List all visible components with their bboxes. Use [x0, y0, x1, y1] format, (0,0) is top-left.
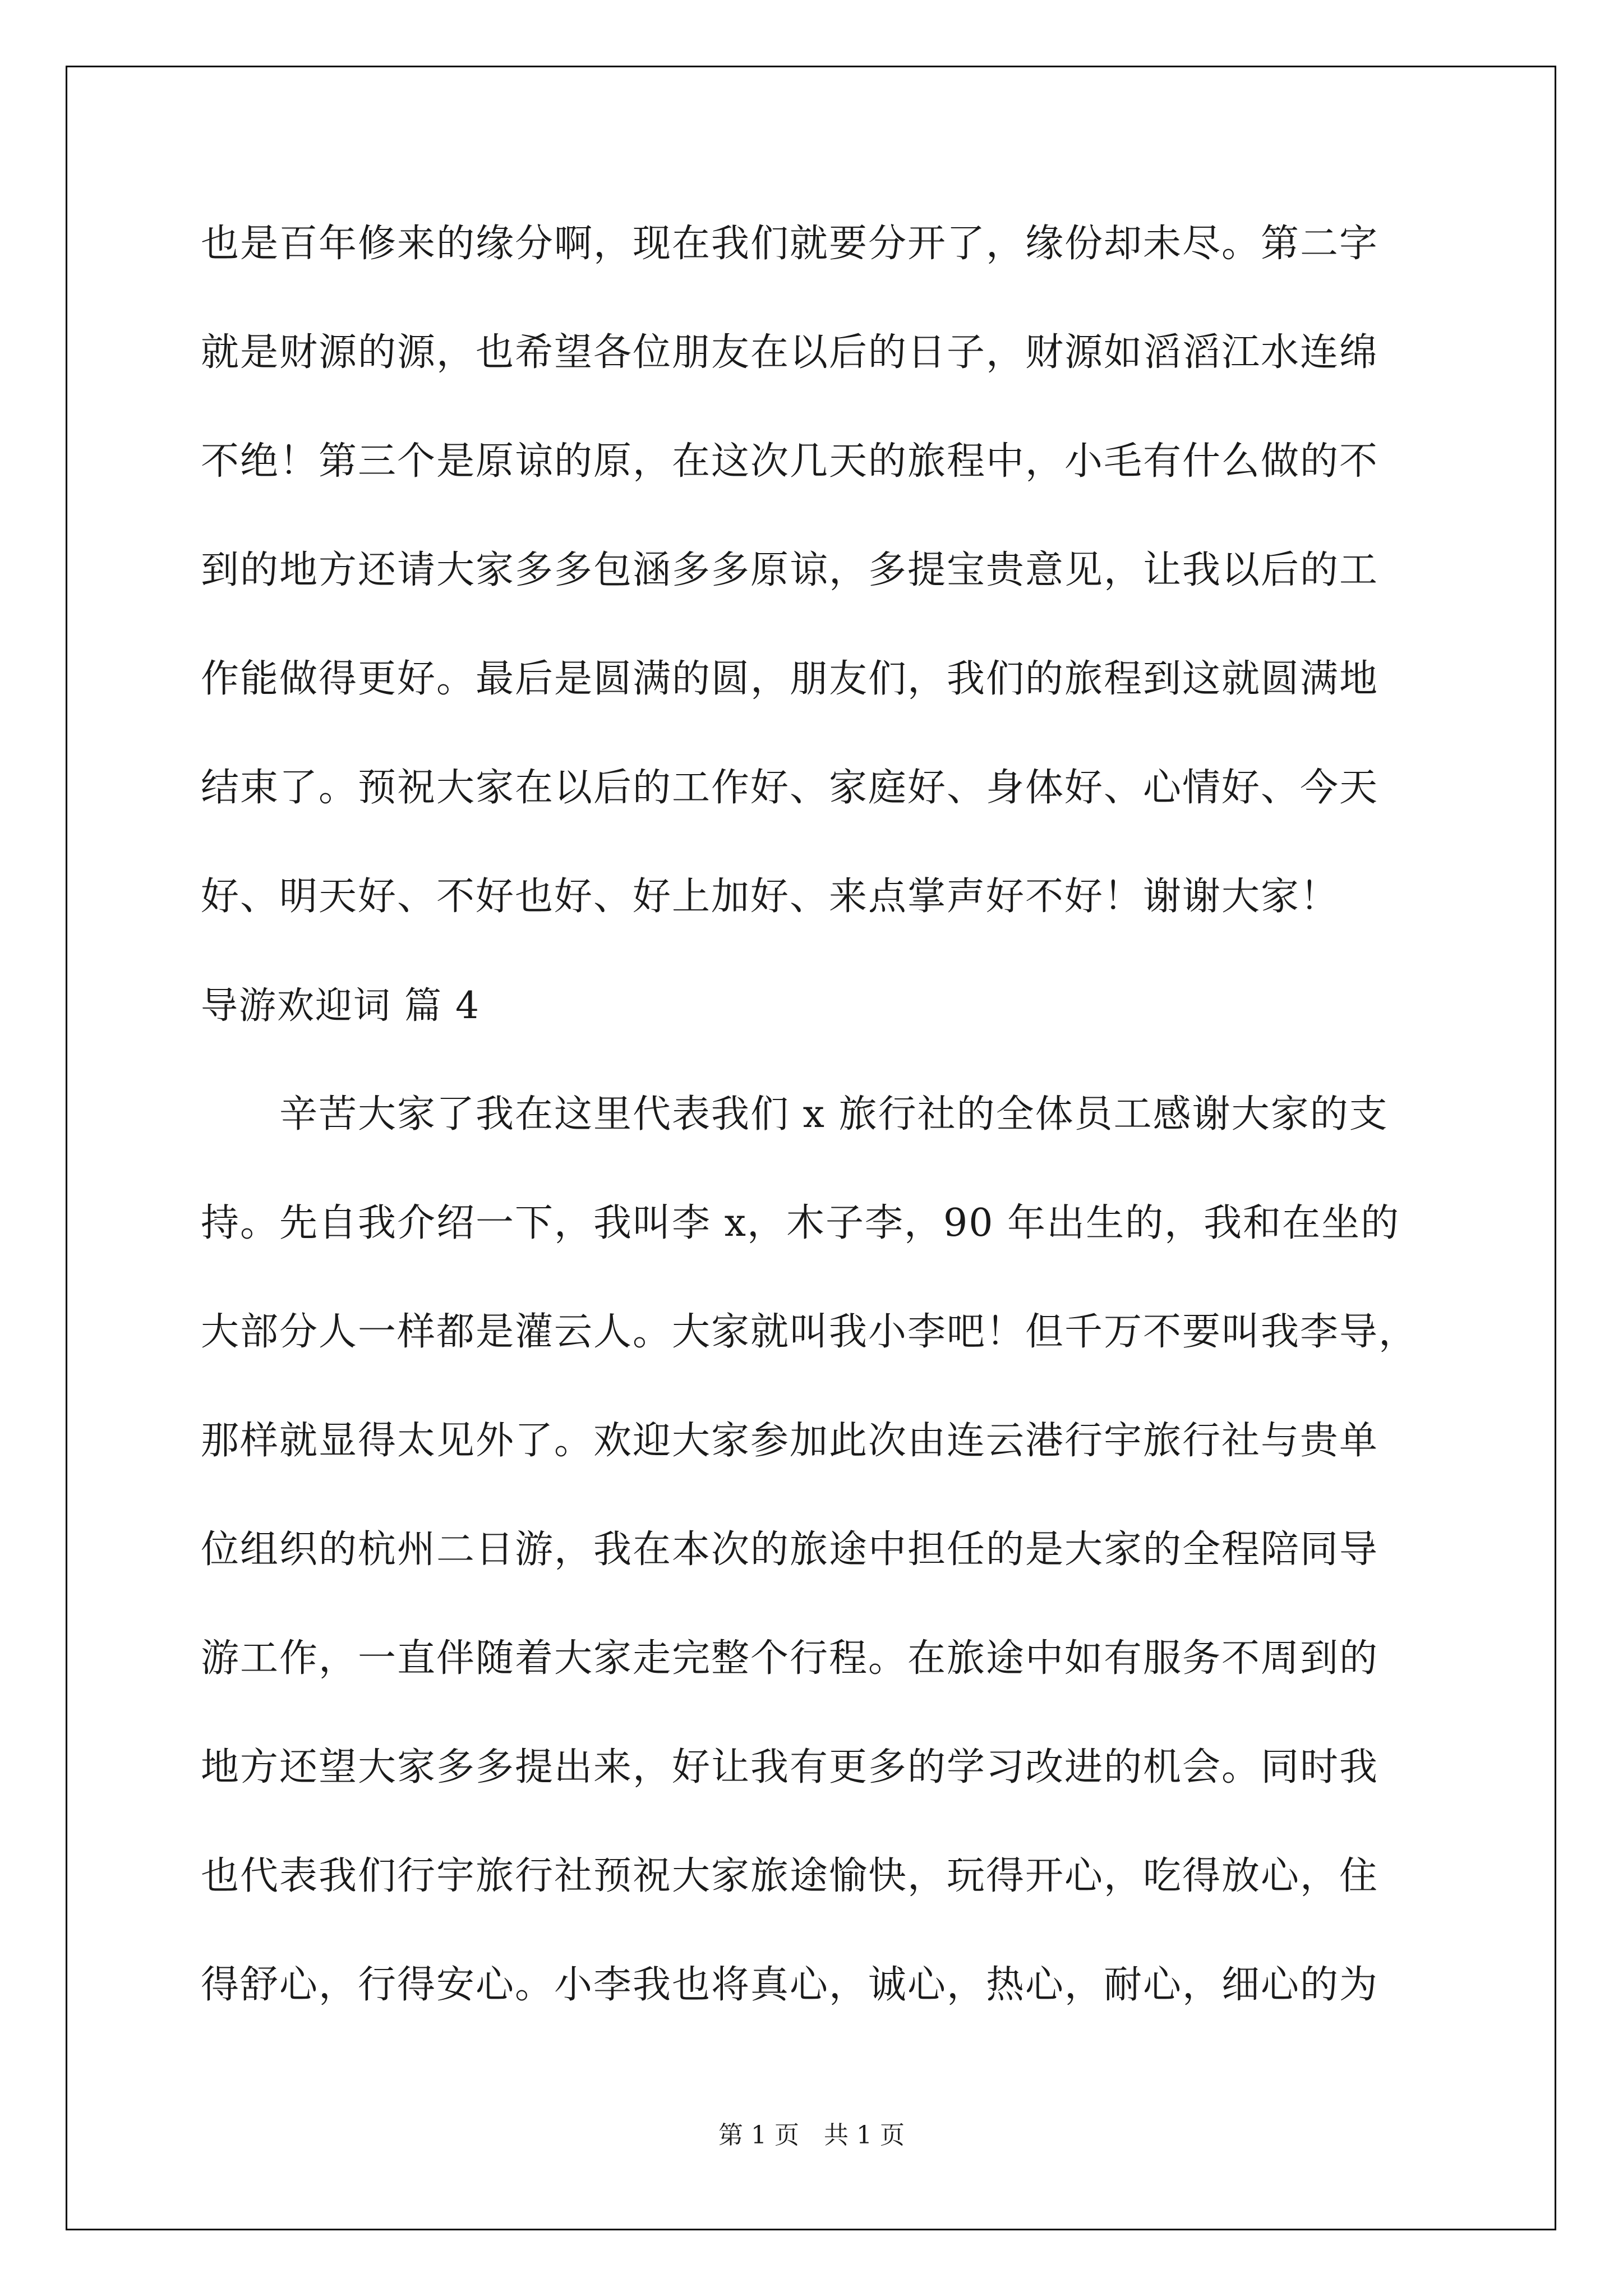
paragraph-line: 作能做得更好。最后是圆满的圆，朋友们，我们的旅程到这就圆满地: [201, 657, 1379, 701]
page-number-footer: 第 1 页 共 1 页: [718, 2121, 905, 2150]
paragraph-line: 地方还望大家多多提出来，好让我有更多的学习改进的机会。同时我: [201, 1745, 1379, 1789]
paragraph-line: 也代表我们行宇旅行社预祝大家旅途愉快，玩得开心，吃得放心，住: [201, 1854, 1379, 1898]
paragraph-line: 也是百年修来的缘分啊，现在我们就要分开了，缘份却未尽。第二字: [201, 222, 1379, 266]
paragraph-line: 游工作，一直伴随着大家走完整个行程。在旅途中如有服务不周到的: [201, 1636, 1379, 1681]
paragraph-line: 持。先自我介绍一下，我叫李 x，木子李，90 年出生的，我和在坐的: [201, 1201, 1400, 1245]
paragraph-line: 到的地方还请大家多多包涵多多原谅，多提宝贵意见，让我以后的工: [201, 548, 1379, 592]
paragraph-line: 辛苦大家了我在这里代表我们 x 旅行社的全体员工感谢大家的支: [201, 1092, 1389, 1137]
paragraph-line: 结束了。预祝大家在以后的工作好、家庭好、身体好、心情好、今天: [201, 766, 1379, 810]
paragraph-line: 好、明天好、不好也好、好上加好、来点掌声好不好！谢谢大家！: [201, 875, 1340, 919]
paragraph-line: 那样就显得太见外了。欢迎大家参加此次由连云港行宇旅行社与贵单: [201, 1419, 1379, 1463]
document-body: [201, 216, 1418, 2066]
paragraph-line: 得舒心，行得安心。小李我也将真心，诚心，热心，耐心，细心的为: [201, 1963, 1379, 2007]
section-heading: 导游欢迎词 篇 4: [201, 984, 480, 1027]
paragraph-line: 不绝！第三个是原谅的原，在这次几天的旅程中，小毛有什么做的不: [201, 439, 1379, 484]
paragraph-line: 大部分人一样都是灌云人。大家就叫我小李吧！但千万不要叫我李导，: [201, 1310, 1418, 1354]
paragraph-line: 就是财源的源，也希望各位朋友在以后的日子，财源如滔滔江水连绵: [201, 330, 1379, 375]
paragraph-line: 位组织的杭州二日游，我在本次的旅途中担任的是大家的全程陪同导: [201, 1527, 1379, 1572]
